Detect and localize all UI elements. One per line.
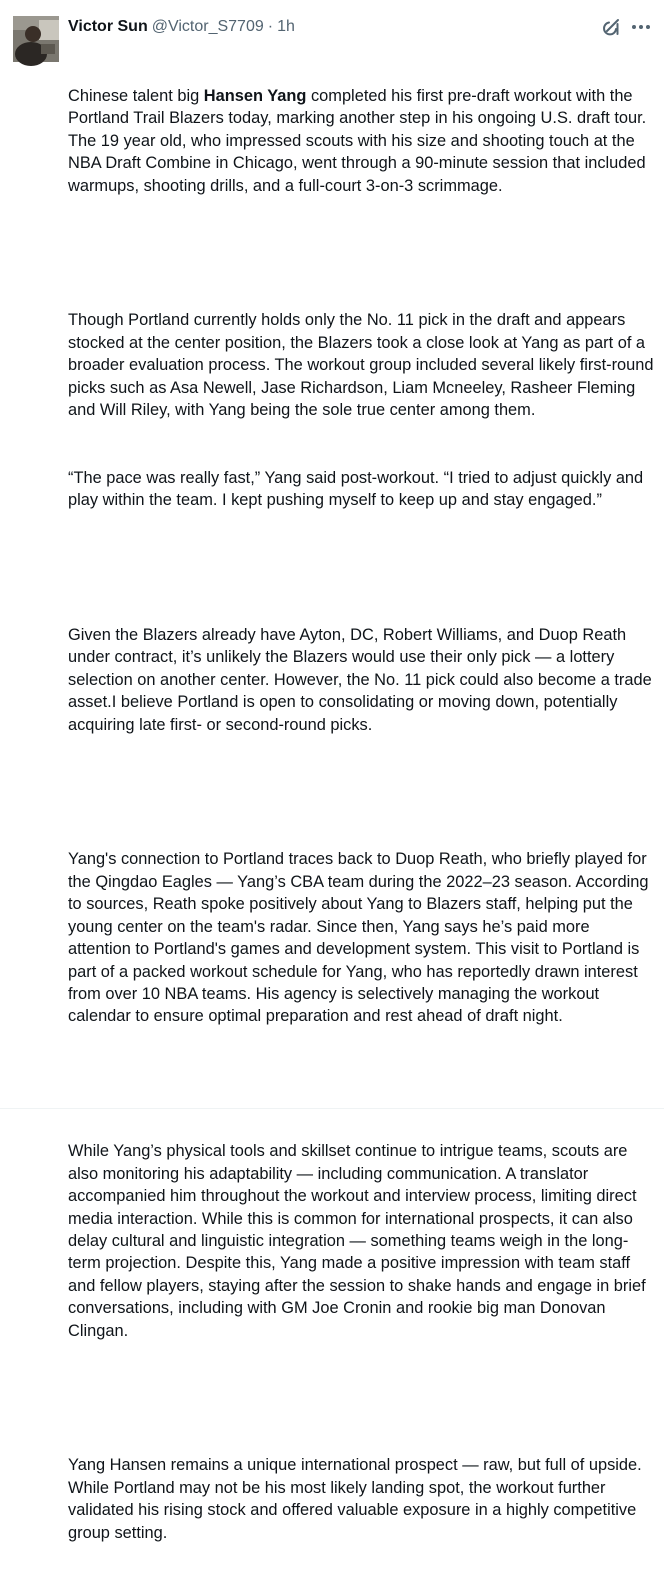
paragraph-gap <box>68 556 654 578</box>
post-timestamp[interactable]: 1h <box>277 18 295 35</box>
paragraph-3-quote: “The pace was really fast,” Yang said post-workout. “I tried to adjust quickly and play within the team. I kept pushing myself to keep up and stay engaged.” <box>68 468 648 510</box>
p1-bold-name: Hansen Yang <box>203 86 307 105</box>
paragraph-2: Though Portland currently holds only the No. 11 pick in the draft and appears stocked at the center position, the Blazers took a close look at Yang as part of a broader evaluation process. The workout group included several likely first-round picks such as Asa Newell, Jase Richardson, Liam Mcneeley, Rasheer Fleming and Will Riley, with Yang being the sole true center among them. <box>68 311 659 420</box>
author-avatar[interactable] <box>13 16 59 62</box>
paragraph-6: While Yang’s physical tools and skillset continue to intrigue teams, scouts are also monitoring his adaptability — including communication. A translator accompanied him throughout the workout and interview process, limiting direct media interaction. While this is common for international prospects, it can also delay cultural and linguistic integration — something teams weigh in the long-term projection. Despite this, Yang made a positive impression with team staff and fellow players, staying after the session to shake hands and engage in brief conversations, including with GM Joe Cronin and rookie big man Donovan Clingan. <box>68 1142 651 1340</box>
post-text <box>68 40 659 1589</box>
paragraph-gap <box>68 1387 654 1409</box>
paragraph-7: Yang Hansen remains a unique international prospect — raw, but full of upside. While Portland may not be his most likely landing spot, the workout further validated his rising stock and offered valuable exposure in a highly competitive group setting. <box>68 1456 647 1542</box>
paragraph-gap <box>68 781 654 803</box>
profile-photo-icon <box>13 16 59 62</box>
paragraph-gap <box>68 1073 654 1095</box>
author-handle[interactable]: @Victor_S7709 <box>151 18 264 35</box>
paragraph-5: Yang's connection to Portland traces back to Duop Reath, who briefly played for the Qingdao Eagles — Yang’s CBA team during the 2022–23 season. According to sources, Reath spoke positively about Yang to Blazers staff, helping put the young center on the team's radar. Since then, Yang says he’s paid more attention to Portland's games and development system. This visit to Portland is part of a packed workout schedule for Yang, who has reportedly drawn interest from over 10 NBA teams. His agency is selectively managing the workout calendar to ensure optimal preparation and rest ahead of draft night. <box>68 850 654 1026</box>
p1-before: Chinese talent big <box>68 86 204 105</box>
paragraph-1 <box>68 85 654 197</box>
more-horizontal-icon <box>631 24 651 30</box>
author-display-name[interactable]: Victor Sun <box>68 18 148 35</box>
p1-after: completed his first pre-draft workout with the Portland Trail Blazers today, marking another step in his ongoing U.S. draft tour. The 19 year old, who impressed scouts with his size and shooting touch at the NBA Draft Combine in Chicago, went through a 90-minute session that included warmups, shooting drills, and a full-court 3-on-3 scrimmage. <box>68 86 651 195</box>
separator-dot: · <box>267 18 274 35</box>
paragraph-gap <box>68 242 654 264</box>
more-options-button[interactable] <box>628 16 654 38</box>
grok-button[interactable] <box>600 16 622 38</box>
paragraph-4: Given the Blazers already have Ayton, DC, Robert Williams, and Duop Reath under contract, it’s unlikely the Blazers would use their only pick — a lottery selection on another center. However, the No. 11 pick could also become a trade asset.I believe Portland is open to consolidating or moving down, potentially acquiring late first- or second-round picks. <box>68 625 657 734</box>
post-header <box>68 14 295 40</box>
grok-icon <box>600 16 622 38</box>
